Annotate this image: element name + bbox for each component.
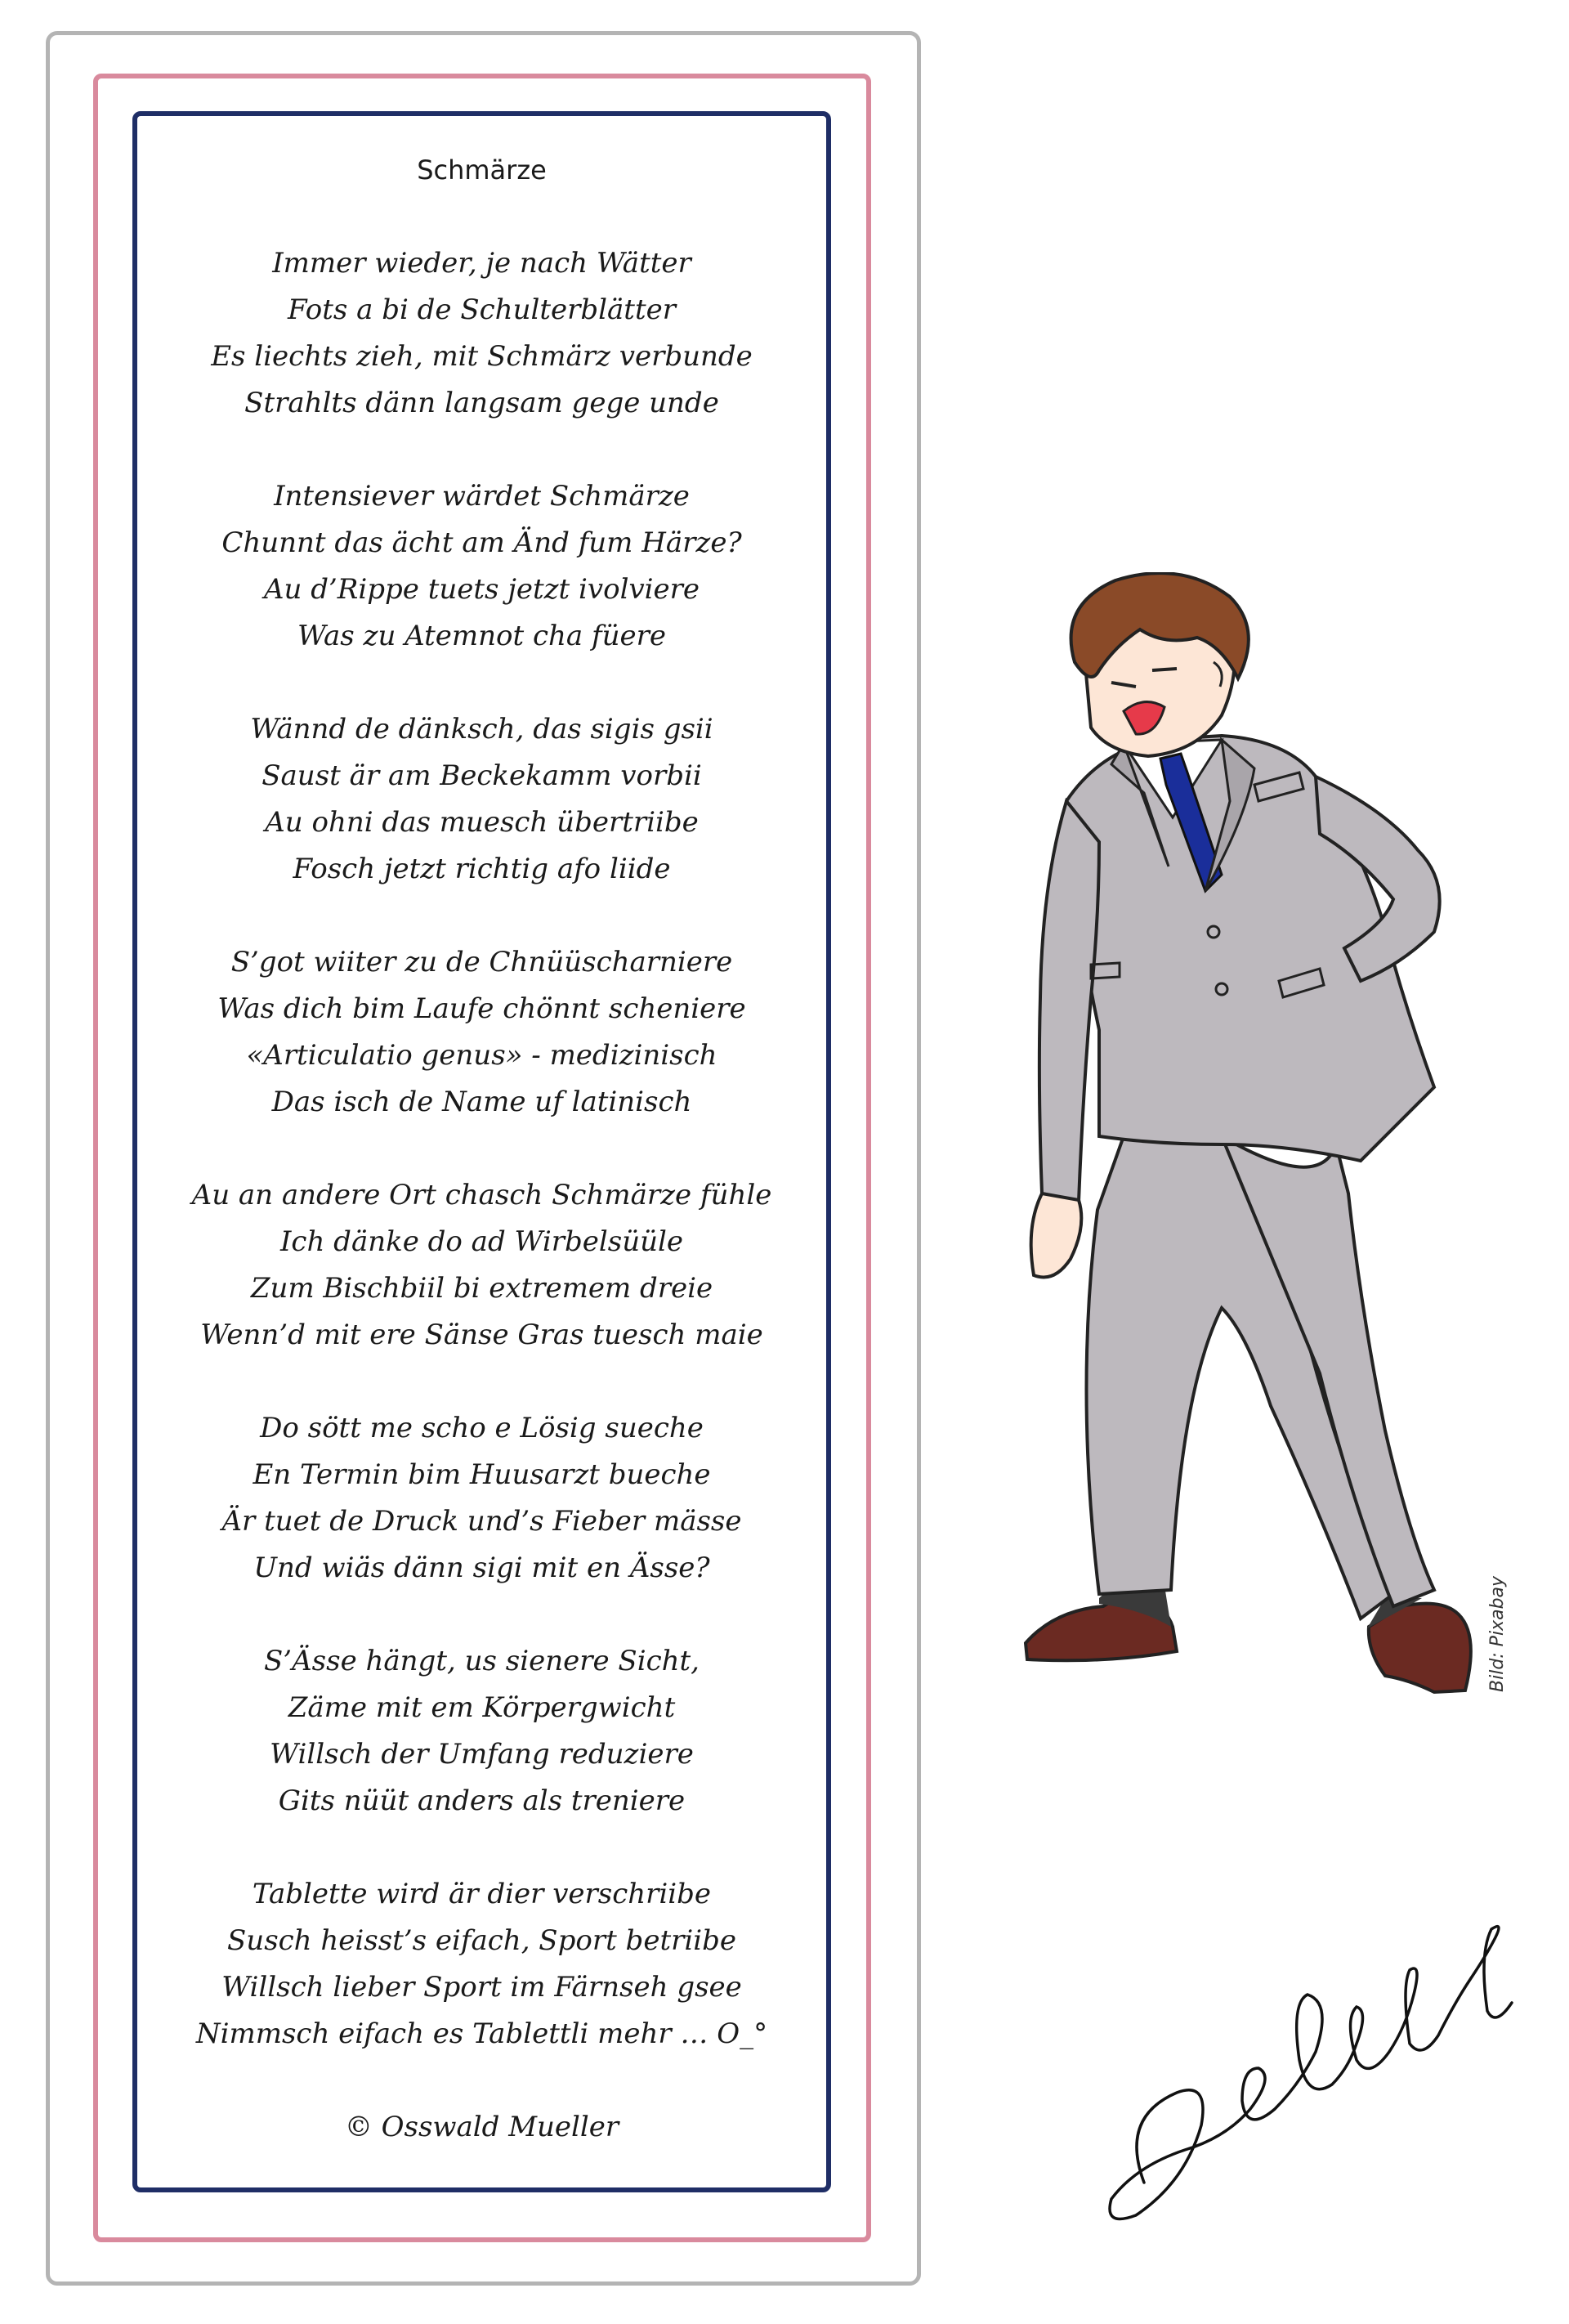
poem-line: Gits nüüt anders als treniere: [278, 1784, 686, 1817]
copyright: © Osswald Mueller: [344, 2111, 619, 2143]
poem-stanza: [137, 706, 826, 893]
poem-line: Do sött me scho e Lösig sueche: [260, 1412, 704, 1444]
poem-line: Wännd de dänksch, das sigis gsii: [250, 713, 713, 746]
image-credit: Bild: Pixabay: [1487, 1575, 1508, 1692]
poem-line: Zäme mit em Körpergwicht: [288, 1691, 676, 1724]
poem-stanza: [137, 939, 826, 1126]
poem-stanza: [137, 1638, 826, 1825]
poem-line: Intensiever wärdet Schmärze: [274, 480, 690, 513]
poem-line: Au d’Rippe tuets jetzt ivolviere: [263, 573, 700, 606]
poem-title: Schmärze: [417, 154, 547, 186]
poem-line: Strahlts dänn langsam gege unde: [244, 387, 719, 419]
poem-stanza: [137, 473, 826, 660]
poem-line: Fots a bi de Schulterblätter: [288, 293, 676, 326]
poem-stanza: [137, 1172, 826, 1359]
poem-line: Ich dänke do ad Wirbelsüüle: [280, 1225, 683, 1258]
poem-line: S’got wiiter zu de Chnüüscharniere: [230, 946, 733, 978]
poem-line: Är tuet de Druck und’s Fieber mässe: [221, 1505, 742, 1538]
poem-line: Willsch der Umfang reduziere: [270, 1738, 694, 1771]
poem-line: Saust är am Beckekamm vorbii: [262, 759, 702, 792]
poem-line: Was zu Atemnot cha füere: [297, 620, 666, 652]
poem-line: Immer wieder, je nach Wätter: [272, 247, 691, 280]
poem-line: «Articulatio genus» - medizinisch: [246, 1039, 717, 1072]
poem-line: Susch heisst’s eifach, Sport betriibe: [227, 1924, 736, 1957]
poem-stanza: [137, 1871, 826, 2058]
poem-line: Wenn’d mit ere Sänse Gras tuesch maie: [200, 1319, 763, 1351]
poem-line: Willsch lieber Sport im Färnseh gsee: [221, 1971, 742, 2004]
signature-logo: [1087, 1905, 1544, 2232]
poem-line: S’Ässe hängt, us sienere Sicht,: [264, 1645, 700, 1677]
poem-line: Au an andere Ort chasch Schmärze fühle: [191, 1179, 772, 1211]
poem-stanza: [137, 1405, 826, 1592]
poem-line: Es liechts zieh, mit Schmärz verbunde: [211, 340, 753, 373]
poem-line: En Termin bim Huusarzt bueche: [253, 1458, 711, 1491]
poem-stanzas: [137, 240, 826, 2058]
man-with-back-pain-illustration: [977, 572, 1516, 1717]
poem-line: Chunnt das ächt am Änd fum Härze?: [221, 526, 742, 559]
poem-line: Fosch jetzt richtig afo liide: [293, 853, 671, 885]
poem-line: Au ohni das muesch übertriibe: [265, 806, 699, 839]
poem-line: Das isch de Name uf latinisch: [271, 1086, 692, 1118]
poem-stanza: [137, 240, 826, 427]
poem-line: Was dich bim Laufe chönnt scheniere: [217, 992, 746, 1025]
poem-line: Tablette wird är dier verschriibe: [252, 1878, 712, 1910]
poem-line: Und wiäs dänn sigi mit en Ässe?: [253, 1552, 710, 1584]
poem-line: Zum Bischbiil bi extremem dreie: [250, 1272, 713, 1305]
poem-line: Nimmsch eifach es Tablettli mehr … O_°: [195, 2017, 768, 2050]
poem: [137, 147, 826, 2151]
